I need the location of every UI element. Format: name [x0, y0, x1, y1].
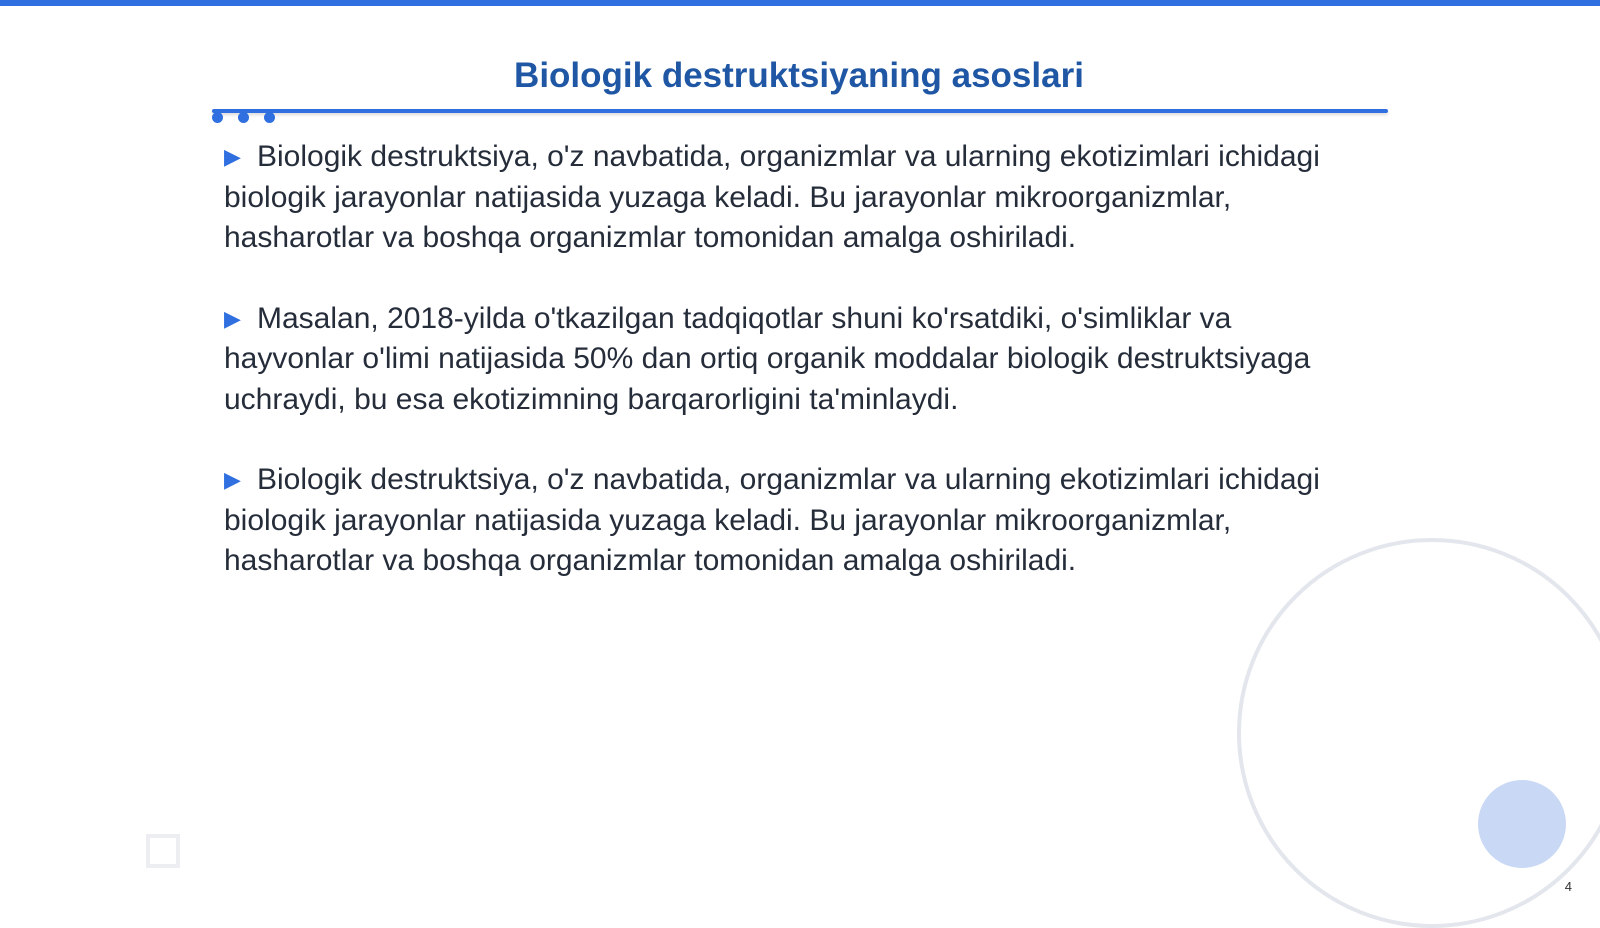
top-accent-bar — [0, 0, 1600, 6]
bullet-item — [224, 299, 1364, 421]
decorative-circle-outline — [1237, 538, 1600, 928]
bullet-text: Masalan, 2018-yilda o'tkazilgan tadqiqotlar shuni ko'rsatdiki, o'simliklar va hayvonlar o'limi natijasida 50% dan ortiq organik moddalar biologik destruktsiyaga uchraydi, bu esa ekotizimning barqarorligini ta'minlaydi. — [224, 301, 1311, 416]
bullet-item — [224, 460, 1364, 582]
decorative-dot — [264, 112, 275, 123]
decorative-circle-filled — [1478, 780, 1566, 868]
decorative-square-outline — [146, 834, 180, 868]
bullet-text: Biologik destruktsiya, o'z navbatida, organizmlar va ularning ekotizimlari ichidagi biologik jarayonlar natijasida yuzaga keladi. Bu jarayonlar mikroorganizmlar, hasharotlar va boshqa organizmlar tomonidan amalga oshiriladi. — [224, 463, 1320, 577]
page-number: 4 — [1564, 879, 1572, 894]
bullet-arrow-icon: ▶ — [224, 144, 241, 169]
decorative-dot — [238, 112, 249, 123]
bullet-arrow-icon: ▶ — [224, 467, 241, 492]
bullet-item — [224, 137, 1364, 259]
bullet-list — [224, 137, 1364, 622]
decorative-dot — [212, 112, 223, 123]
bullet-text: Biologik destruktsiya, o'z navbatida, organizmlar va ularning ekotizimlari ichidagi biologik jarayonlar natijasida yuzaga keladi. Bu jarayonlar mikroorganizmlar, hasharotlar va boshqa organizmlar tomonidan amalga oshiriladi. — [224, 140, 1320, 254]
bullet-arrow-icon: ▶ — [224, 305, 241, 331]
title-underline — [212, 109, 1388, 113]
slide-title: Biologik destruktsiyaning asoslari — [514, 56, 1084, 95]
